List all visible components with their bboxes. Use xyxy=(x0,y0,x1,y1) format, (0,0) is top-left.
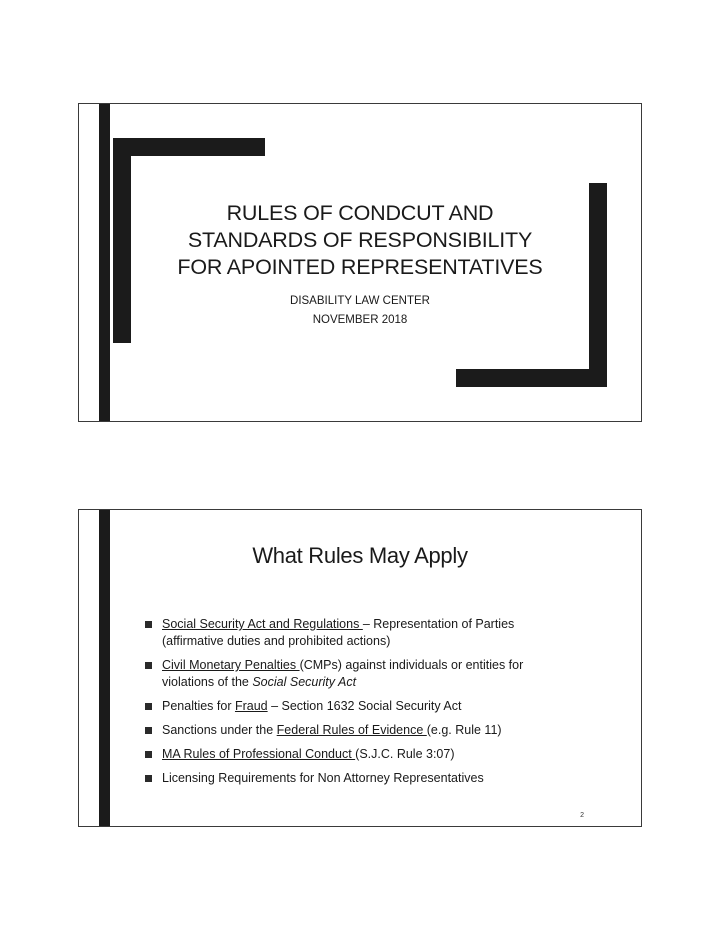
list-item xyxy=(145,616,615,650)
slide-title xyxy=(79,200,641,281)
bullet-text: (e.g. Rule 11) xyxy=(426,723,502,737)
link-ma-rules-professional-conduct[interactable]: MA Rules of Professional Conduct xyxy=(162,747,356,761)
bullet-square-icon xyxy=(145,751,152,758)
bullet-text: – Section 1632 Social Security Act xyxy=(267,699,462,713)
link-fraud[interactable]: Fraud xyxy=(234,699,268,713)
bullet-text: (S.J.C. Rule 3:07) xyxy=(355,747,455,761)
bullet-square-icon xyxy=(145,775,152,782)
bullet-text: (CMPs) against individuals or entities for xyxy=(299,658,524,672)
list-item xyxy=(145,722,615,739)
list-item xyxy=(145,770,615,787)
title-line: FOR APOINTED REPRESENTATIVES xyxy=(177,255,543,279)
bullet-text: – Representation of Parties xyxy=(362,617,515,631)
bullet-text: Licensing Requirements for Non Attorney Representatives xyxy=(162,771,484,785)
bullet-square-icon xyxy=(145,621,152,628)
bullet-list xyxy=(145,616,615,794)
bullet-square-icon xyxy=(145,727,152,734)
link-civil-monetary-penalties[interactable]: Civil Monetary Penalties xyxy=(162,658,300,672)
top-left-bracket-horizontal xyxy=(113,138,265,156)
link-social-security-act[interactable]: Social Security Act and Regulations xyxy=(162,617,363,631)
title-line: STANDARDS OF RESPONSIBILITY xyxy=(187,228,533,252)
page-number: 2 xyxy=(580,812,584,819)
list-item xyxy=(145,698,615,715)
bullet-square-icon xyxy=(145,662,152,669)
slide-title: What Rules May Apply xyxy=(252,543,468,568)
slide-subtitle xyxy=(79,292,641,330)
list-item xyxy=(145,746,615,763)
title-slide xyxy=(78,103,642,422)
content-slide xyxy=(78,509,642,827)
bullet-text: (affirmative duties and prohibited actions) xyxy=(162,634,391,648)
bullet-square-icon xyxy=(145,703,152,710)
list-item xyxy=(145,657,615,691)
bullet-text: Sanctions under the xyxy=(162,723,277,737)
bullet-text-italic: Social Security Act xyxy=(252,675,357,689)
title-line: RULES OF CONDCUT AND xyxy=(226,201,494,225)
link-federal-rules-of-evidence[interactable]: Federal Rules of Evidence xyxy=(276,723,427,737)
subtitle-date: NOVEMBER 2018 xyxy=(312,314,408,326)
subtitle-organization: DISABILITY LAW CENTER xyxy=(290,295,430,307)
bullet-text: Penalties for xyxy=(162,699,235,713)
bullet-text: violations of the xyxy=(162,675,253,689)
bottom-right-bracket-horizontal xyxy=(456,369,607,387)
